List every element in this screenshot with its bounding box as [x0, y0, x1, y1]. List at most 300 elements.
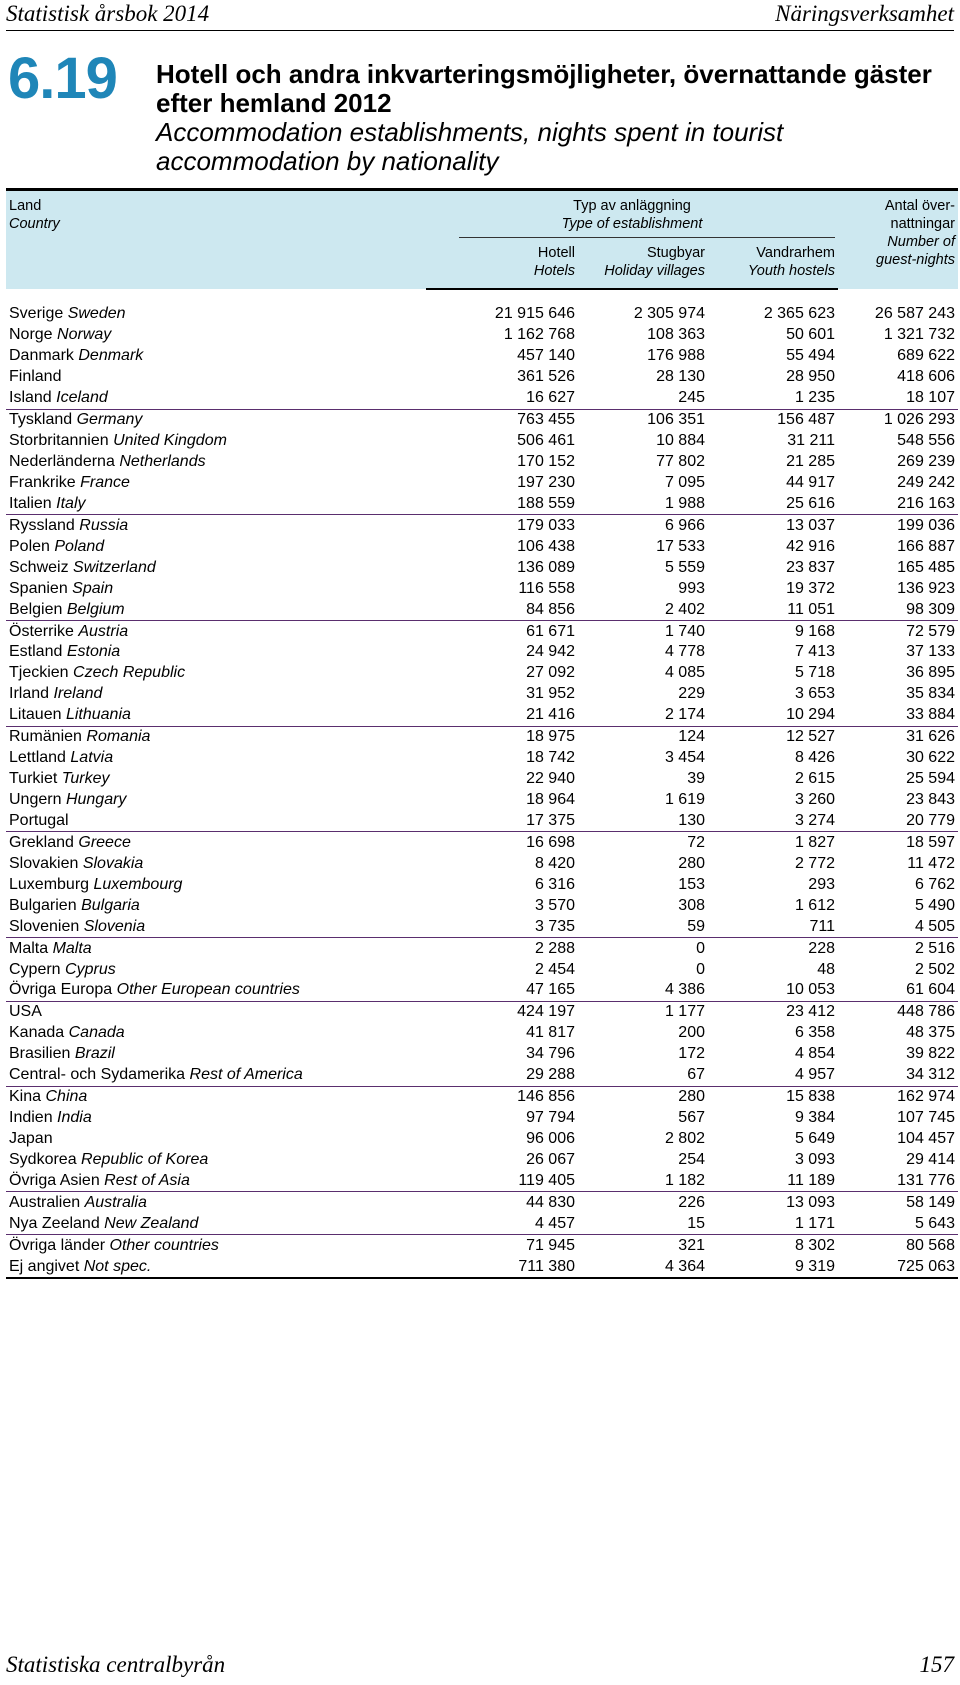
- cell-villages: 1 182: [578, 1170, 708, 1191]
- row-country: [6, 388, 426, 409]
- country-name-sv: Tjeckien: [9, 664, 69, 682]
- table-row: [6, 536, 958, 557]
- cell-hotels: 188 559: [426, 493, 578, 514]
- country-name-sv: Indien: [9, 1109, 53, 1127]
- cell-total: 58 149: [906, 1193, 955, 1211]
- cell-total: 136 923: [897, 579, 955, 597]
- cell-total: 199 036: [897, 516, 955, 534]
- country-name-sv: Brasilien: [9, 1045, 71, 1063]
- cell-hotels: 119 405: [426, 1170, 578, 1191]
- table-row: [6, 642, 958, 663]
- cell-total: 418 606: [897, 368, 955, 386]
- country-name-en: United Kingdom: [113, 432, 227, 450]
- country-name-sv: Kina: [9, 1088, 42, 1106]
- cell-hostels: 2 365 623: [763, 305, 835, 323]
- country-name-en: Slovakia: [82, 854, 144, 872]
- cell-hotels: 16 627: [426, 388, 578, 409]
- cell-hotels: 763 455: [517, 411, 575, 429]
- country-name-sv: Lettland: [9, 749, 66, 767]
- table-row: [6, 748, 958, 769]
- cell-villages: 0: [696, 960, 705, 978]
- cell-hostels: 28 950: [786, 368, 835, 386]
- table-row: [6, 578, 958, 599]
- table-header: [6, 190, 958, 290]
- row-country: [6, 853, 426, 874]
- country-name-sv: Slovakien: [9, 854, 79, 872]
- column-header-hotels-en: Hotels: [533, 263, 575, 279]
- table-row: [6, 769, 958, 790]
- cell-hotels: 84 856: [426, 599, 578, 620]
- row-country: [6, 621, 426, 642]
- table-row: [6, 1001, 958, 1022]
- cell-villages: 72: [687, 833, 705, 851]
- country-name-en: Hungary: [65, 791, 127, 809]
- cell-hostels: 1 827: [794, 833, 835, 851]
- cell-hostels: 31 211: [787, 432, 835, 450]
- table-row: [6, 325, 958, 346]
- country-name-en: Netherlands: [119, 453, 206, 471]
- cell-villages: 226: [678, 1193, 705, 1211]
- country-name-en: Spain: [72, 579, 114, 597]
- country-name-sv: Norge: [9, 326, 53, 344]
- cell-villages: 130: [578, 811, 708, 832]
- table-row: [6, 811, 958, 832]
- cell-villages: 172: [678, 1045, 705, 1063]
- running-header: [6, 0, 954, 31]
- table-row: [6, 832, 958, 853]
- cell-hotels: 1 162 768: [503, 326, 575, 344]
- country-name-en: Ireland: [53, 685, 103, 703]
- country-name-sv: Sydkorea: [9, 1150, 77, 1168]
- country-name-en: Malta: [52, 939, 92, 957]
- cell-hotels: 17 375: [426, 811, 578, 832]
- country-name-en: Iceland: [56, 389, 108, 407]
- table-body: [6, 289, 958, 1278]
- cell-villages: 1 177: [664, 1003, 705, 1021]
- country-name-en: Other European countries: [116, 981, 300, 999]
- cell-total: 18 107: [838, 388, 958, 409]
- cell-total: 39 822: [906, 1045, 955, 1063]
- table-row: [6, 663, 958, 684]
- cell-hostels: 11 051: [708, 599, 838, 620]
- cell-hostels: 44 917: [786, 473, 835, 491]
- cell-villages: 4 386: [578, 980, 708, 1001]
- cell-villages: 39: [687, 770, 705, 788]
- cell-villages: 1 988: [578, 493, 708, 514]
- row-country: [6, 642, 426, 663]
- row-country: [6, 938, 426, 959]
- row-country: [6, 578, 426, 599]
- country-name-sv: Japan: [9, 1130, 53, 1148]
- row-country: [6, 1108, 426, 1129]
- country-name-sv: Frankrike: [9, 473, 76, 491]
- cell-hostels: 1 235: [708, 388, 838, 409]
- row-country: [6, 1001, 426, 1022]
- cell-hotels: 24 942: [526, 643, 575, 661]
- cell-hotels: 22 940: [526, 770, 575, 788]
- cell-hotels: 61 671: [526, 622, 575, 640]
- row-country: [6, 431, 426, 452]
- row-country: [6, 536, 426, 557]
- cell-total: 48 375: [906, 1024, 955, 1042]
- cell-hostels: 12 527: [786, 728, 835, 746]
- cell-villages: 1 619: [664, 791, 705, 809]
- row-country: [6, 599, 426, 620]
- cell-hotels: 71 945: [526, 1236, 575, 1254]
- table-row: [6, 557, 958, 578]
- country-name-sv: Kanada: [9, 1024, 65, 1042]
- country-name-sv: Malta: [9, 939, 49, 957]
- cell-total: 6 762: [914, 875, 955, 893]
- country-name-en: Cyprus: [65, 960, 116, 978]
- cell-hotels: 424 197: [517, 1003, 575, 1021]
- country-name-sv: Ryssland: [9, 516, 75, 534]
- cell-villages: 2 402: [578, 599, 708, 620]
- country-name-sv: Övriga Europa: [9, 981, 113, 999]
- table-row: [6, 621, 958, 642]
- cell-total: 34 312: [838, 1065, 958, 1086]
- cell-villages: 108 363: [647, 326, 705, 344]
- cell-total: 33 884: [838, 705, 958, 726]
- column-header-hostels-en: Youth hostels: [747, 263, 835, 279]
- country-name-sv: Australien: [9, 1193, 81, 1211]
- table-row: [6, 289, 958, 325]
- row-country: [6, 1170, 426, 1191]
- cell-villages: 245: [578, 388, 708, 409]
- country-name-sv: Nederländerna: [9, 453, 115, 471]
- cell-hostels: 8 302: [794, 1236, 835, 1254]
- country-name-en: Sweden: [67, 304, 126, 322]
- column-group-en: Type of establishment: [561, 216, 703, 232]
- row-country: [6, 663, 426, 684]
- cell-villages: 4 364: [578, 1256, 708, 1278]
- header-left: Statistisk årsbok 2014: [6, 1, 210, 26]
- country-name-en: Luxembourg: [93, 875, 183, 893]
- cell-hostels: 50 601: [786, 326, 835, 344]
- cell-villages: 6 966: [664, 516, 705, 534]
- cell-hotels: 31 952: [526, 685, 575, 703]
- country-name-sv: Turkiet: [9, 770, 58, 788]
- table-row: [6, 1213, 958, 1234]
- cell-villages: 7 095: [664, 473, 705, 491]
- cell-hotels: 506 461: [517, 432, 575, 450]
- cell-hostels: 15 838: [786, 1088, 835, 1106]
- page-number: 157: [919, 1652, 954, 1677]
- cell-total: 131 776: [838, 1170, 958, 1191]
- column-header-villages-en: Holiday villages: [604, 263, 705, 279]
- row-country: [6, 1256, 426, 1278]
- cell-total: 26 587 243: [874, 304, 955, 322]
- cell-total: 20 779: [838, 811, 958, 832]
- country-name-en: Romania: [86, 728, 151, 746]
- cell-hotels: 116 558: [518, 579, 575, 597]
- cell-total: 36 895: [906, 664, 955, 682]
- country-name-en: Estonia: [66, 643, 121, 661]
- country-name-en: Germany: [76, 411, 143, 429]
- row-country: [6, 684, 426, 705]
- cell-hotels: 34 796: [526, 1045, 575, 1063]
- page-footer: [6, 1651, 954, 1681]
- cell-hotels: 8 420: [534, 854, 575, 872]
- row-country: [6, 1192, 426, 1213]
- row-country: [6, 493, 426, 514]
- cell-hostels: 21 285: [786, 453, 835, 471]
- cell-hostels: 8 426: [794, 749, 835, 767]
- row-country: [6, 1044, 426, 1065]
- column-header-hotels-sv: Hotell: [537, 245, 575, 261]
- table-row: [6, 980, 958, 1001]
- table-row: [6, 346, 958, 367]
- cell-villages: 77 802: [656, 453, 705, 471]
- column-group-sv: Typ av anläggning: [573, 198, 691, 214]
- cell-total: 269 239: [897, 453, 955, 471]
- column-header-villages-sv: Stugbyar: [646, 245, 705, 261]
- cell-total: 107 745: [897, 1109, 955, 1127]
- cell-total: 5 490: [914, 896, 955, 914]
- cell-hotels: 170 152: [517, 453, 575, 471]
- cell-hotels: 29 288: [426, 1065, 578, 1086]
- country-name-en: Italy: [56, 494, 86, 512]
- table-row: [6, 473, 958, 494]
- table-row: [6, 1150, 958, 1171]
- table-row: [6, 1170, 958, 1191]
- cell-hotels: 4 457: [426, 1213, 578, 1234]
- table-row: [6, 790, 958, 811]
- cell-total: 25 594: [906, 770, 955, 788]
- row-country: [6, 832, 426, 853]
- country-name-sv: Cypern: [9, 960, 61, 978]
- row-country: [6, 874, 426, 895]
- country-name-en: Other countries: [109, 1236, 219, 1254]
- row-country: [6, 1235, 426, 1256]
- country-name-sv: Övriga Asien: [9, 1171, 100, 1189]
- row-country: [6, 895, 426, 916]
- cell-hotels: 96 006: [526, 1130, 575, 1148]
- cell-hotels: 27 092: [526, 664, 575, 682]
- cell-hotels: 197 230: [517, 473, 575, 491]
- cell-total: 2 502: [914, 960, 955, 978]
- column-header-hotels: [426, 238, 578, 289]
- cell-villages: 124: [678, 728, 705, 746]
- cell-villages: 67: [578, 1065, 708, 1086]
- table-row: [6, 1023, 958, 1044]
- table-row: [6, 1065, 958, 1086]
- table-row: [6, 452, 958, 473]
- cell-hostels: 4 854: [794, 1045, 835, 1063]
- cell-hostels: 3 653: [794, 685, 835, 703]
- country-name-sv: Estland: [9, 643, 63, 661]
- cell-villages: 2 174: [578, 705, 708, 726]
- row-country: [6, 790, 426, 811]
- table-row: [6, 853, 958, 874]
- row-country: [6, 705, 426, 726]
- cell-villages: 254: [678, 1150, 705, 1168]
- row-country: [6, 515, 426, 536]
- country-name-sv: Polen: [9, 537, 50, 555]
- country-name-sv: Bulgarien: [9, 896, 77, 914]
- table-row: [6, 1108, 958, 1129]
- cell-hostels: 228: [808, 939, 835, 957]
- cell-hotels: 44 830: [526, 1193, 575, 1211]
- cell-total: 31 626: [906, 728, 955, 746]
- country-name-sv: Belgien: [9, 600, 63, 618]
- cell-hotels: 26 067: [526, 1150, 575, 1168]
- country-name-en: Republic of Korea: [81, 1150, 209, 1168]
- cell-total: 216 163: [838, 493, 958, 514]
- cell-total: 162 974: [897, 1088, 955, 1106]
- cell-total: 98 309: [838, 599, 958, 620]
- cell-hostels: 9 168: [794, 622, 835, 640]
- country-name-en: Turkey: [61, 770, 110, 788]
- cell-villages: 0: [696, 939, 705, 957]
- cell-total: 23 843: [906, 791, 955, 809]
- table-row: [6, 367, 958, 388]
- table-row: [6, 874, 958, 895]
- cell-hostels: 48: [817, 960, 835, 978]
- cell-hostels: 55 494: [786, 347, 835, 365]
- cell-hostels: 2 615: [794, 770, 835, 788]
- country-name-sv: Sverige: [9, 304, 64, 322]
- table-row: [6, 1086, 958, 1107]
- table-row: [6, 1044, 958, 1065]
- cell-total: 165 485: [897, 558, 955, 576]
- row-country: [6, 325, 426, 346]
- country-name-en: France: [80, 473, 130, 491]
- cell-hotels: 106 438: [517, 537, 575, 555]
- country-name-en: India: [57, 1109, 92, 1127]
- table-row: [6, 1256, 958, 1278]
- cell-total: 37 133: [906, 643, 955, 661]
- country-name-en: China: [45, 1088, 88, 1106]
- row-country: [6, 1086, 426, 1107]
- cell-hotels: 18 964: [526, 791, 575, 809]
- cell-villages: 28 130: [656, 368, 705, 386]
- country-name-sv: Ungern: [9, 791, 62, 809]
- row-country: [6, 289, 426, 325]
- cell-total: 448 786: [897, 1003, 955, 1021]
- cell-hostels: 9 384: [794, 1109, 835, 1127]
- country-name-en: Brazil: [74, 1045, 115, 1063]
- table-row: [6, 1192, 958, 1213]
- cell-hostels: 3 260: [794, 791, 835, 809]
- cell-hotels: 18 975: [526, 728, 575, 746]
- country-name-en: Greece: [78, 833, 131, 851]
- column-header-hostels: [708, 238, 838, 289]
- cell-hostels: 4 957: [708, 1065, 838, 1086]
- table-row: [6, 388, 958, 409]
- cell-hostels: 11 189: [708, 1170, 838, 1191]
- row-country: [6, 769, 426, 790]
- table-row: [6, 599, 958, 620]
- row-country: [6, 452, 426, 473]
- cell-villages: 308: [678, 896, 705, 914]
- cell-total: 72 579: [906, 622, 955, 640]
- country-name-en: Norway: [57, 326, 112, 344]
- country-name-sv: Österrike: [9, 622, 74, 640]
- footer-publisher: Statistiska centralbyrån: [6, 1652, 226, 1677]
- cell-villages: 280: [678, 1088, 705, 1106]
- country-name-sv: Litauen: [9, 706, 62, 724]
- table-row: [6, 705, 958, 726]
- table-number: 6.19: [8, 46, 117, 111]
- table-row: [6, 493, 958, 514]
- country-name-sv: Övriga länder: [9, 1236, 106, 1254]
- cell-hostels: 25 616: [708, 493, 838, 514]
- country-name-en: Latvia: [70, 749, 114, 767]
- cell-total: 30 622: [906, 749, 955, 767]
- country-name-sv: Finland: [9, 368, 62, 386]
- row-country: [6, 409, 426, 430]
- cell-total: 104 457: [897, 1130, 955, 1148]
- cell-villages: 993: [678, 579, 705, 597]
- cell-hostels: 7 413: [794, 643, 835, 661]
- cell-villages: 3 454: [664, 749, 705, 767]
- column-header-total-en: Number of guest-nights: [876, 234, 955, 268]
- cell-villages: 17 533: [656, 537, 705, 555]
- statistics-table: [6, 188, 958, 1279]
- country-name-sv: Spanien: [9, 579, 68, 597]
- cell-hotels: 97 794: [526, 1109, 575, 1127]
- country-name-sv: Luxemburg: [9, 875, 90, 893]
- country-name-en: Poland: [54, 537, 105, 555]
- country-name-en: Bulgaria: [81, 896, 140, 914]
- cell-villages: 153: [678, 875, 705, 893]
- table-row: [6, 684, 958, 705]
- country-name-sv: Schweiz: [9, 558, 69, 576]
- country-name-en: Denmark: [78, 347, 144, 365]
- column-header-hostels-sv: Vandrarhem: [756, 245, 835, 261]
- cell-villages: 106 351: [647, 411, 705, 429]
- cell-total: 18 597: [906, 833, 955, 851]
- cell-hostels: 3 093: [794, 1150, 835, 1168]
- cell-villages: 2 802: [664, 1130, 705, 1148]
- table-row: [6, 431, 958, 452]
- country-name-sv: Danmark: [9, 347, 74, 365]
- row-country: [6, 557, 426, 578]
- country-name-en: Czech Republic: [73, 664, 186, 682]
- cell-hotels: 2 454: [534, 960, 575, 978]
- row-country: [6, 811, 426, 832]
- cell-hotels: 21 416: [426, 705, 578, 726]
- country-name-en: Russia: [79, 516, 129, 534]
- row-country: [6, 726, 426, 747]
- cell-hostels: 19 372: [786, 579, 835, 597]
- cell-total: 249 242: [897, 473, 955, 491]
- country-name-sv: Central- och Sydamerika: [9, 1066, 186, 1084]
- table-row: [6, 515, 958, 536]
- country-name-en: Rest of America: [189, 1066, 303, 1084]
- cell-total: 35 834: [906, 685, 955, 703]
- country-name-sv: Island: [9, 389, 52, 407]
- cell-hostels: 5 649: [794, 1130, 835, 1148]
- cell-hotels: 136 089: [517, 558, 575, 576]
- cell-total: 2 516: [914, 939, 955, 957]
- cell-total: 689 622: [897, 347, 955, 365]
- cell-hostels: 10 053: [708, 980, 838, 1001]
- title-block: [156, 60, 950, 176]
- cell-hotels: 711 380: [426, 1256, 578, 1278]
- cell-villages: 4 085: [664, 664, 705, 682]
- cell-total: 725 063: [838, 1256, 958, 1278]
- cell-total: 548 556: [897, 432, 955, 450]
- country-name-en: Lithuania: [65, 706, 131, 724]
- country-name-sv: Storbritannien: [9, 432, 109, 450]
- cell-total: 166 887: [897, 537, 955, 555]
- cell-hotels: 179 033: [517, 516, 575, 534]
- country-name-sv: Italien: [9, 494, 52, 512]
- cell-total: 5 643: [838, 1213, 958, 1234]
- cell-hostels: 13 093: [786, 1193, 835, 1211]
